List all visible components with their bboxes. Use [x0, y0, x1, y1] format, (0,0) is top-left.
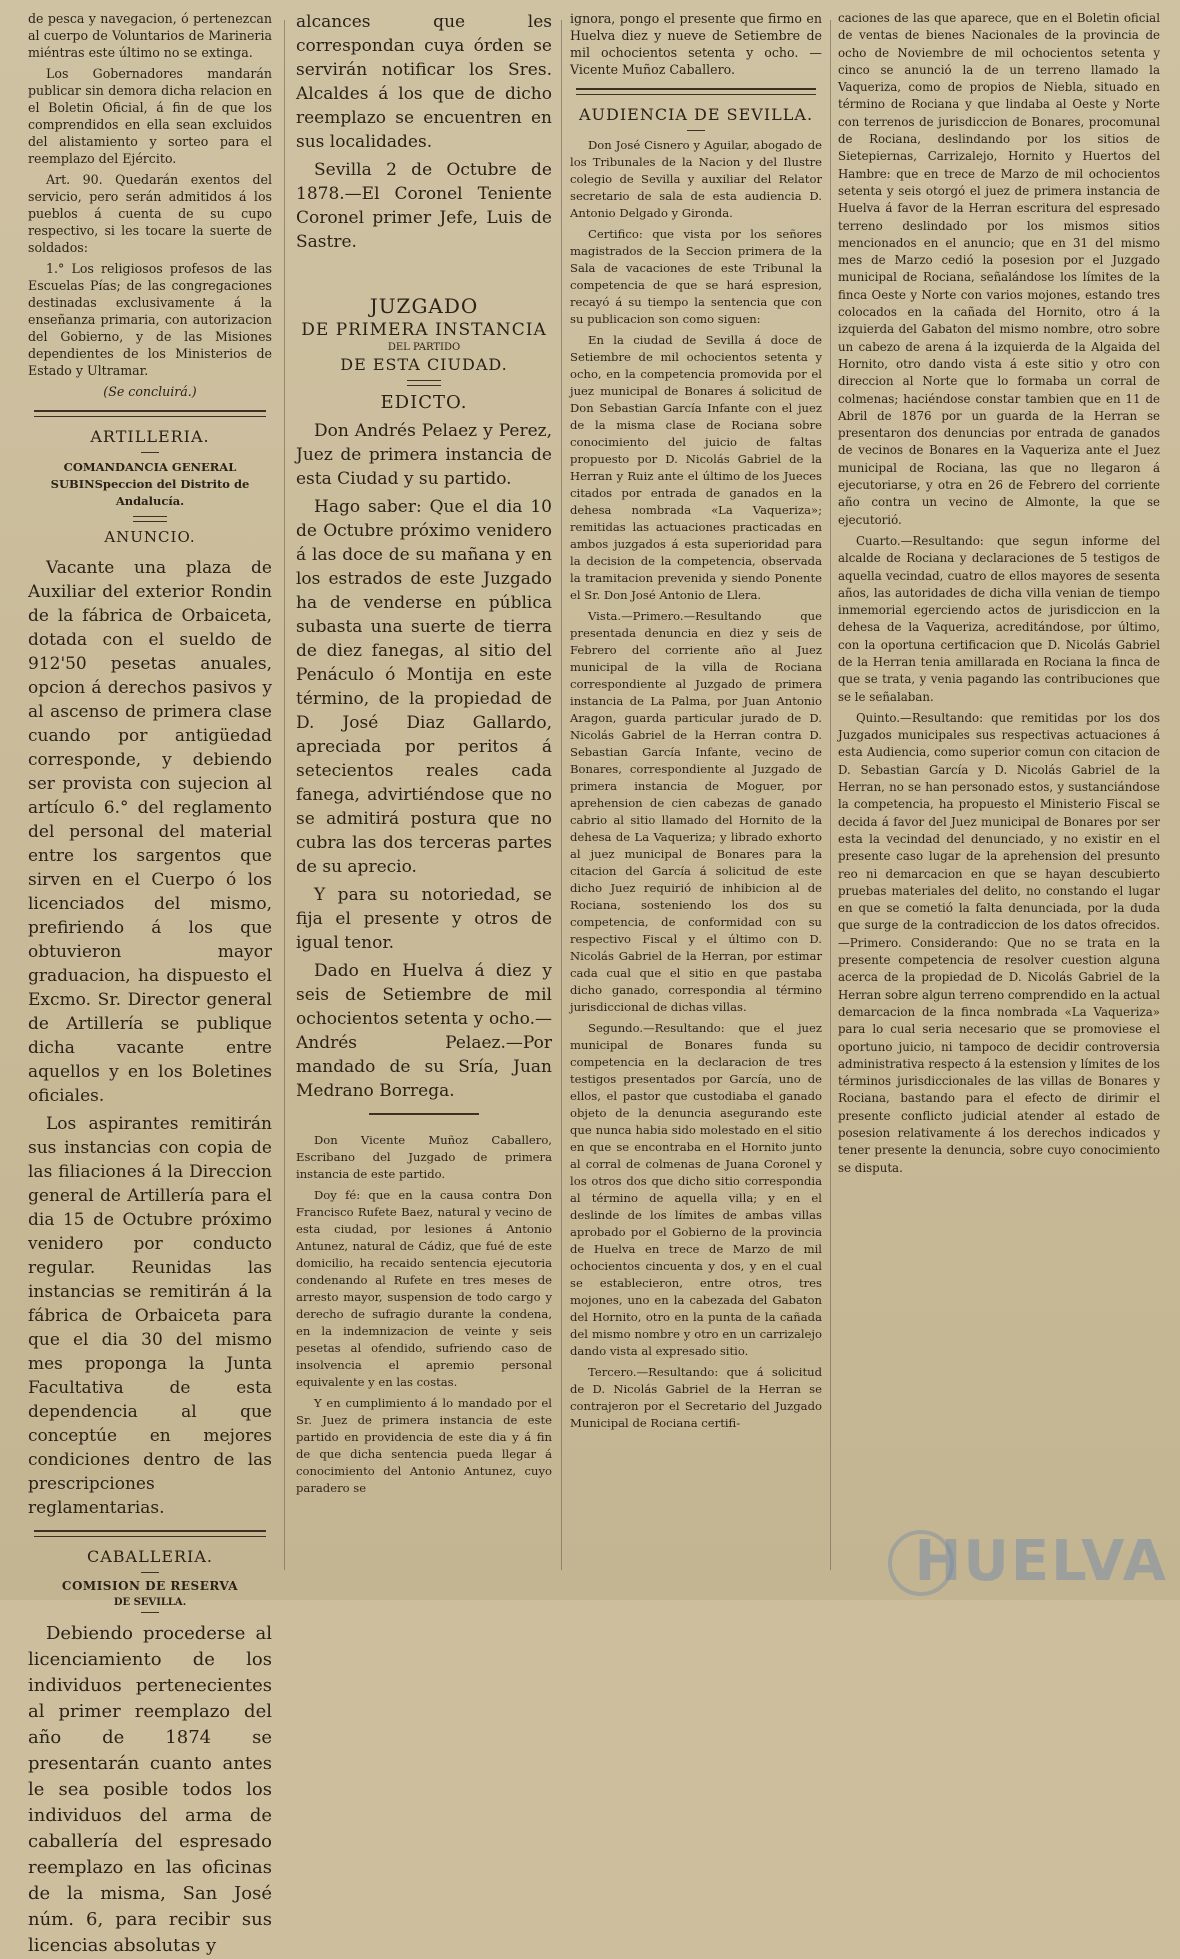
subheading-sevilla: DE SEVILLA. [113, 1597, 187, 1608]
paragraph: de pesca y navegacion, ó pertenezcan al cuerpo de Voluntarios de Marineria miéntras este último no se extinga. [28, 11, 272, 60]
paragraph: Doy fé: que en la causa contra Don Francisco Rufete Baez, natural y vecino de esta ciudad, por lesiones á Antonio Antunez, natural de Cádiz, que fué de este domicilio, ha recaido sentencia ejecutoria condenando al Rufete en tres meses de arresto mayor, suspension de todo cargo y derecho de sufragio durante la condena, en la indemnizacion de veinte y seis pesetas al ofendido, sufriendo caso de insolvencia el apremio personal equivalente y en las costas. [296, 1188, 552, 1389]
column-4 [838, 10, 1160, 1590]
column-divider [830, 20, 831, 1570]
paragraph: Y para su notoriedad, se fija el presente y otros de igual tenor. [296, 885, 552, 953]
paragraph: Los Gobernadores mandarán publicar sin demora dicha relacion en el Boletin Oficial, á fin de que los comprendidos en ella sean excluidos del alistamiento y sorteo para el reemplazo del Ejército. [28, 66, 272, 166]
column-divider [284, 20, 285, 1570]
paragraph: 1.° Los religiosos profesos de las Escuelas Pías; de las congregaciones destinadas exclusivamente á la enseñanza primaria, con autorizacion del Gobierno, y de las Misiones dependientes de los Ministerios de Estado y Ultramar. [28, 261, 272, 378]
divider [141, 1612, 159, 1613]
paragraph: Don Andrés Pelaez y Perez, Juez de primera instancia de esta Ciudad y su partido. [296, 421, 552, 489]
paragraph: Segundo.—Resultando: que el juez municipal de Bonares funda su competencia en la declaracion de tres testigos presentados por García, uno de ellos, el pastor que custodiaba el ganado objeto de la denuncia asegurando este que nunca habia sido molestado en el sitio en que se encontraba en el Hornito junto al corral de colmenas de Juana Coronel y los otros dos que dicho sitio correspondia al término de aquella villa; y en el deslinde de los límites de ambas villas aprobado por el Gobierno de la provincia de Huelva en trece de Marzo de mil ochocientos cincuenta y dos, y en el cual se establecieron, entre otros, tres mojones, uno en la cabezada del Gabaton del Hornito, otro en la punta de la cañada del mismo nombre y otro en un carrizalejo dando vista al expresado sitio. [570, 1021, 822, 1358]
heading-edicto: EDICTO. [380, 392, 468, 413]
divider [687, 130, 705, 131]
paragraph: Don José Cisnero y Aguilar, abogado de los Tribunales de la Nacion y del Ilustre colegio de Sevilla y auxiliar del Relator secretario de sala de esta audiencia D. Antonio Delgado y Gironda. [570, 138, 822, 220]
paragraph: Cuarto.—Resultando: que segun informe del alcalde de Rociana y declaraciones de 5 testigos de aquella vecindad, cuatro de ellos mayores de sesenta años, las autoridades de dicha villa venian de tiempo inmemorial egerciendo actos de jurisdiccion en la dehesa de la Vaqueriza, acreditándose, por último, con la oportuna certificacion que D. Nicolás Gabriel de la Herran tenia amillarada en Rociana la finca de que se trata, y venia pagando las contribuciones que se le señalaban. [838, 533, 1160, 704]
column-divider [561, 20, 562, 1570]
paragraph: Certifico: que vista por los señores magistrados de la Seccion primera de la Sala de vacaciones de este Tribunal la competencia de que se hará espresion, recayó á su tiempo la sentencia que con su publicacion son como siguen: [570, 227, 822, 326]
paragraph: Debiendo procederse al licenciamiento de los individuos pertenecientes al primer reemplazo del año de 1874 se presentarán cuanto antes le sea posible todos los individuos del arma de caballería del espresado reemplazo en las oficinas de la misma, San José núm. 6, para recibir sus licencias absolutas y [28, 1623, 272, 1956]
to-be-continued: (Se concluirá.) [103, 384, 197, 399]
divider [141, 1572, 159, 1573]
paragraph: Tercero.—Resultando: que á solicitud de D. Nicolás Gabriel de la Herran se contrajeron por el Secretario del Juzgado Municipal de Rociana certifi- [570, 1365, 822, 1430]
section-rule [369, 1113, 479, 1118]
watermark: HUELVA [914, 1529, 1168, 1594]
paragraph: Vacante una plaza de Auxiliar del exterior Rondin de la fábrica de Orbaiceta, dotada con el sueldo de 912'50 pesetas anuales, opcion á derechos pasivos y al ascenso de primera clase cuando por antigüedad corresponde, y debiendo ser provista con sujecion al artículo 6.° del reglamento del personal del material entre los sargentos que sirven en el Cuerpo ó los licenciados del mismo, prefiriendo á los que obtuvieron mayor graduacion, ha dispuesto el Excmo. Sr. Director general de Artillería se publique dicha vacante entre aquellos y en los Boletines oficiales. [28, 558, 272, 1106]
section-heading-juzgado: JUZGADO [369, 294, 479, 318]
section-rule [34, 1530, 266, 1537]
divider [407, 380, 441, 386]
section-rule [576, 88, 816, 95]
paragraph: Don Vicente Muñoz Caballero, Escribano del Juzgado de primera instancia de este partido. [296, 1133, 552, 1181]
heading-anuncio: ANUNCIO. [104, 528, 196, 546]
divider [141, 452, 159, 453]
subheading: DEL PARTIDO [387, 342, 461, 353]
paragraph: ignora, pongo el presente que firmo en Huelva diez y nueve de Setiembre de mil ochocientos setenta y ocho. —Vicente Muñoz Caballero. [570, 11, 822, 77]
paragraph: alcances que les correspondan cuya órden se servirán notificar los Sres. Alcaldes á los que de dicho reemplazo se encuentren en sus localidades. [296, 12, 552, 152]
section-heading-artilleria: ARTILLERIA. [90, 427, 210, 446]
paragraph: En la ciudad de Sevilla á doce de Setiembre de mil ochocientos setenta y ocho, en la competencia promovida por el juez municipal de Bonares á solicitud de Don Sebastian García Infante con el juez de la misma clase de Rociana sobre conocimiento del juicio de faltas propuesto por D. Nicolás Gabriel de la Herran y Ruiz ante el último de los Jueces citados por entrada de ganados en la dehesa nombrada «La Vaqueriza»; remitidas las actuaciones practicadas en ambos juzgados á esta superioridad para la decision de la competencia, observada la tramitacion prevenida y siendo Ponente el Sr. Don José Antonio de Llera. [570, 333, 822, 602]
paragraph: Art. 90. Quedarán exentos del servicio, pero serán admitidos á los pueblos á cuenta de su cupo respectivo, si les tocare la suerte de soldados: [28, 172, 272, 255]
subheading-comision: COMISION DE RESERVA [61, 1579, 239, 1593]
column-2 [296, 10, 552, 1590]
section-heading-audiencia: AUDIENCIA DE SEVILLA. [578, 105, 814, 124]
paragraph: Y en cumplimiento á lo mandado por el Sr. Juez de primera instancia de este partido en providencia de este dia y á fin de que dicha sentencia pueda llegar á conocimiento del Antonio Antunez, cuyo paradero se [296, 1396, 552, 1495]
subheading: DE ESTA CIUDAD. [340, 355, 508, 374]
divider [133, 516, 167, 522]
section-heading-caballeria: CABALLERIA. [86, 1547, 214, 1566]
paragraph: Hago saber: Que el dia 10 de Octubre próximo venidero á las doce de su mañana y en los estrados de este Juzgado ha de venderse en pública subasta una suerte de tierra de diez fanegas, al sitio del Penáculo ó Montija en este término, de la propiedad de D. José Diaz Gallardo, apreciada por peritos á setecientos reales cada fanega, advirtiéndose que no se admitirá postura que no cubra las dos terceras partes de su aprecio. [296, 497, 552, 877]
paragraph: Sevilla 2 de Octubre de 1878.—El Coronel Teniente Coronel primer Jefe, Luis de Sastre. [296, 160, 552, 252]
paragraph: Vista.—Primero.—Resultando que presentada denuncia en diez y seis de Febrero del corriente año al Juez municipal de la villa de Rociana correspondiente al Juzgado de primera instancia de La Palma, por Juan Antonio Aragon, guarda particular jurado de D. Nicolás Gabriel de la Herran contra D. Sebastian García Infante, vecino de Bonares, correspondiente al Juzgado de primera instancia de Moguer, por aprehension de cien cabezas de ganado cabrio al sitio llamado del Hornito de la dehesa de La Vaqueriza; y librado exhorto al juez municipal de Bonares para la citacion del García á solicitud de este dicho Juez requirió de inhibicion al de Rociana, sosteniendo los dos su competencia, de conformidad con su respectivo Fiscal y el último con D. Nicolás Gabriel de la Herran, por estimar cada cual que el sitio en que pastaba dicho ganado, correspondia al término jurisdiccional de dichas villas. [570, 609, 822, 1014]
subheading-comandancia: COMANDANCIA GENERAL SUBINSpeccion del Distrito de Andalucía. [50, 460, 250, 508]
paragraph: Dado en Huelva á diez y seis de Setiembre de mil ochocientos setenta y ocho.—Andrés Pelaez.—Por mandado de su Sría, Juan Medrano Borrega. [296, 961, 552, 1101]
paragraph: Quinto.—Resultando: que remitidas por los dos Juzgados municipales sus respectivas actuaciones á esta Audiencia, como superior comun con citacion de D. Sebastian García y D. Nicolás Gabriel de la Herran, no se han personado estos, y sustanciándose la competencia, ha propuesto el Ministerio Fiscal se decida á favor del Juez municipal de Bonares por ser esta la vecindad del denunciado, y no existir en el presente caso lugar de la aprehension del presunto reo ni demarcacion en que se hayan descubierto pruebas materiales del delito, no constando el lugar en que se cometió la falta denunciada, por la duda que surge de la contradiccion de los datos ofrecidos.—Primero. Considerando: Que no se trata en la presente competencia de resolver cuestion alguna acerca de la propiedad de D. Nicolás Gabriel de la Herran sobre algun terreno comprendido en la actual demarcacion de la finca nombrada «La Vaqueriza» para lo cual seria necesario que se promoviese el oportuno juicio, ni tampoco de decidir controversia administrativa respecto á la estension y límites de los términos jurisdiccionales de las villas de Bonares y Rociana, bastando para el efecto de dirimir el presente conflicto judicial atender al estado de posesion relativamente á los derechos indicados y tener presente la denuncia, sobre cuyo conocimiento se disputa. [838, 710, 1160, 1175]
paragraph: Los aspirantes remitirán sus instancias con copia de las filiaciones á la Direccion general de Artillería para el dia 15 de Octubre próximo venidero por conducto regular. Reunidas las instancias se remitirán á la fábrica de Orbaiceta para que el dia 30 del mismo mes proponga la Junta Facultativa de esta dependencia al que conceptúe en mejores condiciones dentro de las prescripciones reglamentarias. [28, 1114, 272, 1518]
column-1 [28, 10, 272, 1956]
subheading: DE PRIMERA INSTANCIA [301, 320, 547, 340]
paragraph: caciones de las que aparece, que en el Boletin oficial de ventas de bienes Nacionales de la provincia de ocho de Noviembre de mil ochocientos setenta y cinco se anunció la de un terreno llamado la Vaqueriza, como de propios de Niebla, situado en término de Rociana y que lindaba al Oeste y Norte con terrenos de jurisdiccion de Bonares, procomunal de Rociana, deslindando por los sitios de Sietepiernas, Carrizalejo, Hornito y Huertos del Hambre: que en trece de Marzo de mil ochocientos setenta y seis otorgó el juez de primera instancia de Huelva á favor de la Herran escritura del espresado terreno deslindado por los mismos sitios mencionados en el anuncio; que en 31 del mismo mes de Marzo cedió la posesion por el Juzgado municipal de Rociana, señalándose los límites de la finca Oeste y Norte con varios mojones, estando tres colocados en la cañada del Hornito, otro á la izquierda del Gabaton del mismo nombre, otro sobre un cabezo de arena á la izquierda de la Algaida del Hornito, otro dando vista á este sitio y otro con direccion al Norte que lo formaba un corral de colmenas; haciéndose constar tambien que en 11 de Abril de 1876 por un guarda de la Herran se presentaron dos denuncias por entrada de ganados de vecinos de Bonares en la Vaqueriza ante el Juez municipal de Rociana, las que no llegaron á ejecutoriarse, y otra en 26 de Febrero del corriente año contra un vecino de Almonte, la que se ejecutorió. [838, 11, 1160, 527]
column-3 [570, 10, 822, 1590]
section-rule [34, 410, 266, 417]
